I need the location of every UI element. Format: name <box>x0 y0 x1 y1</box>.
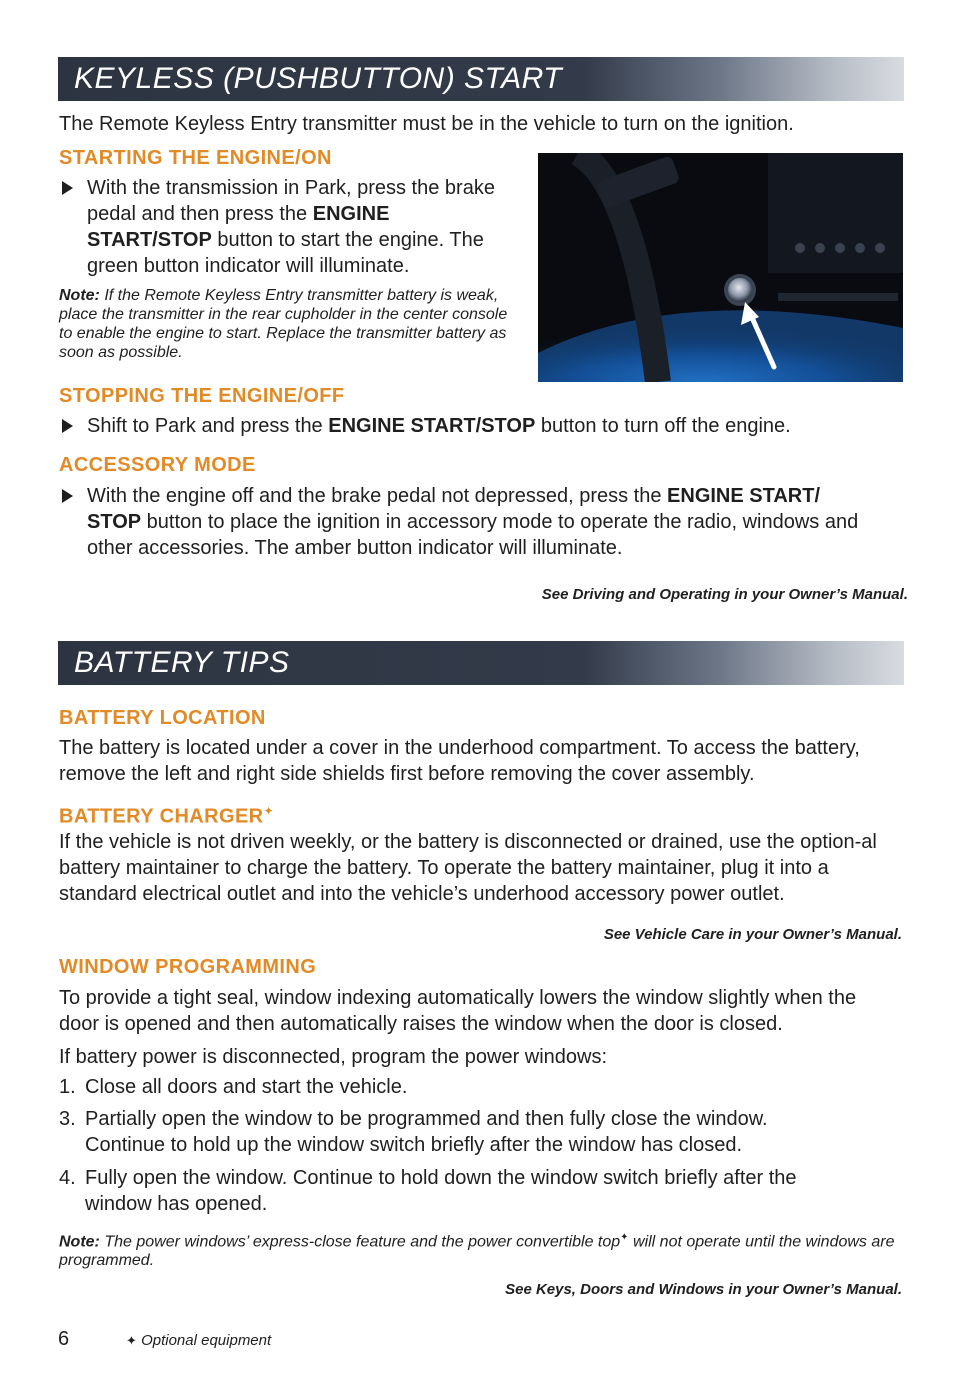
battery-location-heading: BATTERY LOCATION <box>59 707 266 729</box>
window-programming-heading: WINDOW PROGRAMMING <box>59 956 317 978</box>
bullet-icon <box>62 181 73 195</box>
charger-heading-text: BATTERY CHARGER <box>59 805 264 828</box>
accessory-text-pre: With the engine off and the brake pedal not depressed, press the <box>87 485 668 507</box>
accessory-text-bold: ENGINE START/ STOP <box>87 485 820 533</box>
accessory-mode-text <box>87 483 877 561</box>
battery-location-text: The battery is located under a cover in the underhood compartment. To access the battery, remove the left and right side shields first before removing the cover assembly. <box>59 737 860 785</box>
engine-start-button-photo <box>538 153 903 382</box>
battery-section-banner <box>58 641 904 685</box>
step-number: 1. <box>59 1076 76 1098</box>
window-step-1 <box>59 1074 899 1100</box>
note-label: Note: <box>59 1233 100 1251</box>
keys-doors-windows-reference: See Keys, Doors and Windows in your Owner’s Manual. <box>505 1281 902 1298</box>
optional-equipment-label: Optional equipment <box>141 1332 272 1349</box>
optional-star-icon: ✦ <box>126 1333 137 1348</box>
starting-text-post: button to start the engine. The green button indicator will illuminate. <box>87 229 484 277</box>
step-number: 3. <box>59 1108 76 1130</box>
bullet-icon <box>62 489 73 503</box>
stopping-engine-heading: STOPPING THE ENGINE/OFF <box>59 385 345 407</box>
bullet-icon <box>62 419 73 433</box>
stopping-engine-text <box>87 413 917 439</box>
step-text: Partially open the window to be programmed and then fully close the window. Continue to hold up the window switch briefly after the window has closed. <box>85 1108 768 1156</box>
starting-engine-text <box>87 175 517 279</box>
note-text: If the Remote Keyless Entry transmitter battery is weak, place the transmitter in the rear cupholder in the center console to enable the engine to start. Replace the transmitter battery as soon as possible. <box>59 287 508 361</box>
keyless-section-banner <box>58 57 904 101</box>
window-step-3 <box>59 1106 899 1158</box>
starting-text-pre: With the transmission in Park, press the brake pedal and then press the <box>87 177 495 225</box>
stopping-text-post: button to turn off the engine. <box>535 415 791 437</box>
keyless-section-title: KEYLESS (PUSHBUTTON) START <box>74 62 563 95</box>
keyless-intro: The Remote Keyless Entry transmitter must be in the vehicle to turn on the ignition. <box>59 113 794 135</box>
accessory-mode-heading: ACCESSORY MODE <box>59 454 256 476</box>
driving-operating-reference: See Driving and Operating in your Owner’s Manual. <box>541 586 908 603</box>
starting-engine-heading: STARTING THE ENGINE/ON <box>59 147 332 169</box>
dashboard-illustration <box>538 153 903 382</box>
step-text: Close all doors and start the vehicle. <box>85 1076 408 1098</box>
vehicle-care-reference: See Vehicle Care in your Owner’s Manual. <box>603 926 902 943</box>
stopping-text-pre: Shift to Park and press the <box>87 415 329 437</box>
battery-charger-heading <box>59 799 274 829</box>
starting-text-bold: ENGINE START/STOP <box>87 203 390 251</box>
window-power-text: If battery power is disconnected, program the power windows: <box>59 1046 608 1068</box>
window-step-4 <box>59 1165 899 1217</box>
battery-charger-text: If the vehicle is not driven weekly, or the battery is disconnected or drained, use the option-al battery maintainer to charge the battery. To operate the battery maintainer, plug it into a standard electrical outlet and into the vehicle’s underhood accessory power outlet. <box>59 831 877 905</box>
window-note <box>59 1228 904 1270</box>
step-text: Fully open the window. Continue to hold down the window switch briefly after the window has opened. <box>85 1167 797 1215</box>
optional-equipment-legend <box>126 1332 271 1349</box>
optional-star-icon: ✦ <box>620 1232 629 1243</box>
window-programming-intro: To provide a tight seal, window indexing automatically lowers the window slightly when the door is opened and then automatically raises the window when the door is closed. <box>59 987 857 1035</box>
optional-star-icon: ✦ <box>263 804 274 818</box>
note-text-post: will not operate until the windows are programmed. <box>59 1233 895 1270</box>
stopping-text-bold: ENGINE START/STOP <box>328 415 536 437</box>
page-number: 6 <box>58 1328 70 1350</box>
step-number: 4. <box>59 1167 76 1189</box>
battery-section-title: BATTERY TIPS <box>74 646 290 679</box>
transmitter-note <box>59 286 519 362</box>
note-text-pre: The power windows’ express-close feature and the power convertible top <box>99 1233 621 1251</box>
accessory-text-post: button to place the ignition in accessory mode to operate the radio, windows and other accessories. The amber button indicator will illuminate. <box>87 511 859 559</box>
note-label: Note: <box>59 287 100 304</box>
